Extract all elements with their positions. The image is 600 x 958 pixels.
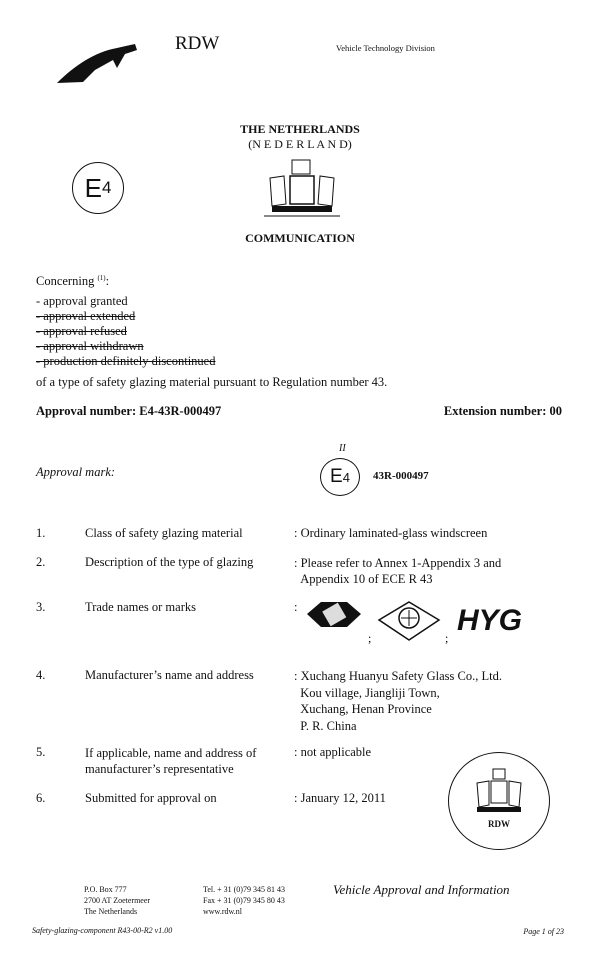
list-item: - approval extended [36,309,136,323]
row-label: Submitted for approval on [85,791,217,805]
trade-marks [305,600,535,650]
row-value: : Please refer to Annex 1-Appendix 3 and Appendix 10 of ECE R 43 [294,556,502,586]
row-number: 2. [36,555,46,569]
row-label: Description of the type of glazing [85,555,254,569]
page-number: Page 1 of 23 [523,927,564,936]
row-number: 1. [36,526,46,540]
concerning-list [36,294,215,369]
country-title: THE NETHERLANDS [240,122,360,136]
rdw-logo-text: RDW [175,33,220,54]
division-label: Vehicle Technology Division [336,43,435,53]
row-label: Trade names or marks [85,600,196,614]
row-value: : not applicable [294,745,372,759]
row-number: 3. [36,600,46,614]
list-item: - approval withdrawn [36,339,144,353]
row-number: 6. [36,791,46,805]
glazing-class: II [339,443,346,454]
row-label: Class of safety glazing material [85,526,243,540]
row-value: : January 12, 2011 [294,791,386,805]
e4-approval-mark-icon: E 4 [320,458,360,496]
row-label: If applicable, name and address of manufacturer’s representative [85,746,257,776]
list-item: - production definitely discontinued [36,354,216,368]
document-id: Safety-glazing-component R43-00-R2 v1.00 [32,926,173,935]
separator: ; [445,631,449,645]
regulation-statement: of a type of safety glazing material pursuant to Regulation number 43. [36,375,388,389]
row-value: : Xuchang Huanyu Safety Glass Co., Ltd. Kou village, Jiangliji Town, Xuchang, Henan Province P. R. China [294,669,502,733]
approval-number: Approval number: E4-43R-000497 [36,404,222,418]
row-value: : Ordinary laminated-glass windscreen [294,526,488,540]
coat-of-arms-icon [262,158,342,220]
approval-mark-label: Approval mark: [36,465,116,479]
footer-address: P.O. Box 777 2700 AT Zoetermeer The Netherlands [84,885,151,916]
trade-mark-hexagon-icon [307,602,361,627]
row-value: : [294,600,298,614]
list-item: - approval refused [36,324,127,338]
stamp-text: RDW [488,819,510,829]
communication-heading: COMMUNICATION [245,231,355,245]
extension-number: Extension number: 00 [443,404,562,418]
trade-mark-hyg-icon: HYG [457,604,523,637]
row-number: 4. [36,668,46,682]
footer-tagline: Vehicle Approval and Information [333,882,510,897]
row-number: 5. [36,745,46,759]
e4-mark-icon: E 4 [72,162,124,214]
rdw-logo-icon [55,40,140,85]
concerning-label: Concerning $^{(1)}$: [36,274,110,289]
row-label: Manufacturer’s name and address [85,668,254,682]
trade-mark-diamond-icon [379,602,439,640]
footer-contact: Tel. + 31 (0)79 345 81 43 Fax + 31 (0)79 345 80 43 www.rdw.nl [203,885,285,916]
separator: ; [368,631,372,645]
list-item: - approval granted [36,294,128,308]
country-local: (N E D E R L A N D) [248,137,352,151]
approval-mark-code: 43R-000497 [373,470,429,482]
rdw-stamp-icon [448,752,550,850]
